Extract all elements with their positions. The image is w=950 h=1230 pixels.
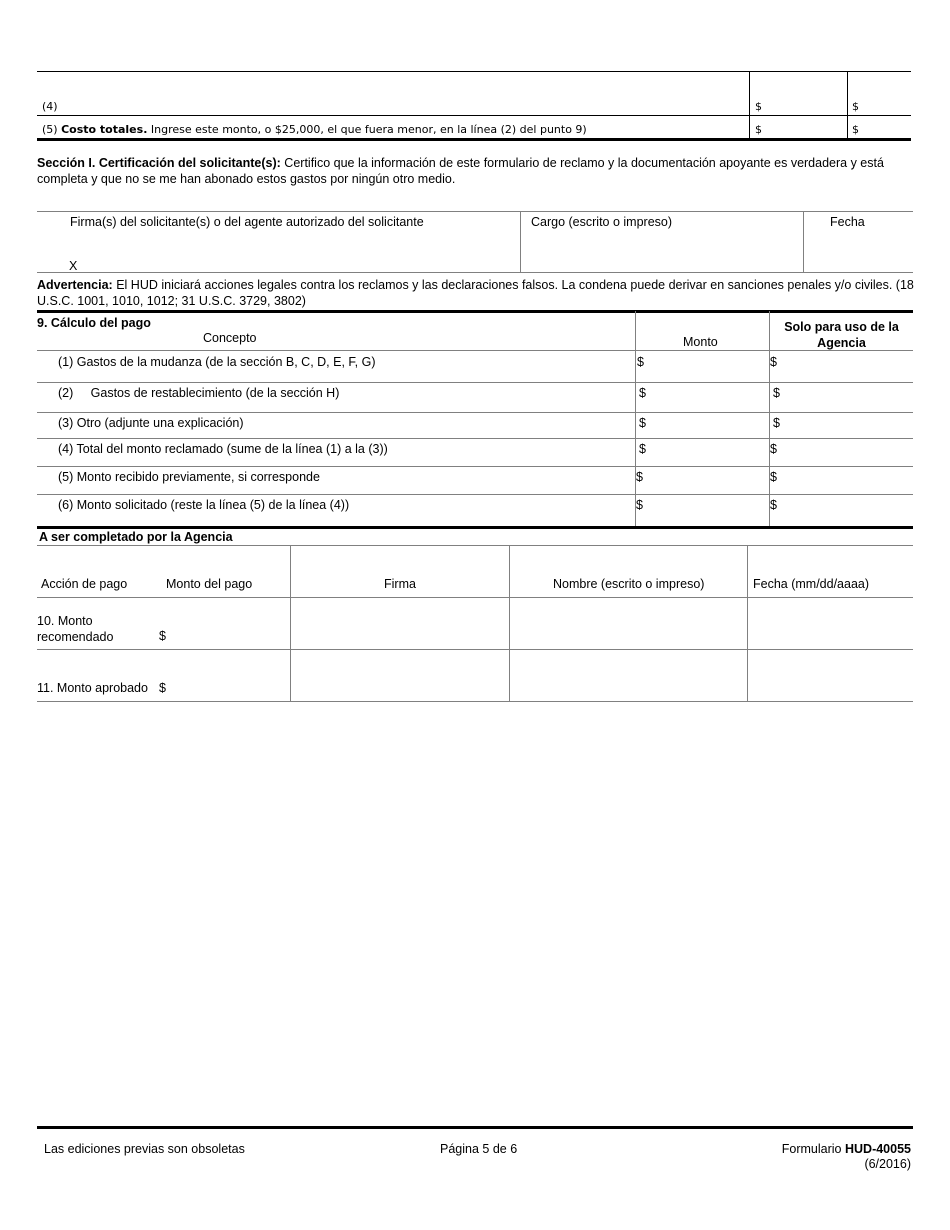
row11-label: 11. Monto aprobado (37, 681, 148, 695)
row10-amount[interactable]: $ (159, 629, 166, 643)
footer-form-id: Formulario HUD-40055 (6/2016) (781, 1142, 911, 1171)
position-field[interactable] (525, 232, 797, 270)
row5-label: (5) Costo totales. Ingrese este monto, o $25,000, el que fuera menor, en la línea (2) del punto 9) (42, 123, 587, 136)
col-amount-header: Monto (683, 335, 718, 349)
row5-agency-currency: $ (852, 123, 859, 136)
calc-row-1-agency[interactable]: $ (770, 355, 777, 369)
calc-row-1-label: (1) Gastos de la mudanza (de la sección B, C, D, E, F, G) (58, 355, 376, 369)
row11-date-field[interactable] (749, 651, 911, 701)
calc-row-2-label: (2) Gastos de restablecimiento (de la sección H) (58, 386, 340, 400)
col-concept-header: Concepto (203, 331, 257, 345)
row10-signature-field[interactable] (292, 599, 507, 649)
date-field[interactable] (808, 232, 908, 270)
calc-row-5-agency[interactable]: $ (770, 470, 777, 484)
payment-calc-title: 9. Cálculo del pago (37, 316, 151, 330)
position-label: Cargo (escrito o impreso) (531, 215, 673, 229)
warning-notice (37, 277, 917, 309)
row11-name-field[interactable] (511, 651, 745, 701)
section-i-certification (37, 155, 909, 187)
calc-row-2-agency[interactable]: $ (773, 386, 780, 400)
col-action-header: Acción de pago (41, 577, 128, 591)
row5-amount-currency: $ (755, 123, 762, 136)
row4-agency-currency: $ (852, 100, 859, 113)
calc-row-6-label: (6) Monto solicitado (reste la línea (5) de la línea (4)) (58, 498, 350, 512)
row4-amount-currency: $ (755, 100, 762, 113)
row10-name-field[interactable] (511, 599, 745, 649)
calc-row-4-label: (4) Total del monto reclamado (sume de la línea (1) a la (3)) (58, 442, 388, 456)
agency-section-title: A ser completado por la Agencia (39, 530, 233, 544)
calc-row-4-amount[interactable]: $ (639, 442, 646, 456)
calc-row-6-agency[interactable]: $ (770, 498, 777, 512)
calc-row-3-label: (3) Otro (adjunte una explicación) (58, 416, 244, 430)
calc-row-5-label: (5) Monto recibido previamente, si corresponde (58, 470, 320, 484)
col-agency-header: Solo para uso de la Agencia (784, 320, 899, 350)
row10-date-field[interactable] (749, 599, 911, 649)
row4-label: (4) (42, 100, 58, 113)
calc-row-4-agency[interactable]: $ (770, 442, 777, 456)
col-payment-header: Monto del pago (166, 577, 253, 591)
calc-row-3-amount[interactable]: $ (639, 416, 646, 430)
col-name-header: Nombre (escrito o impreso) (553, 577, 705, 591)
calc-row-5-amount[interactable]: $ (636, 470, 643, 484)
footer-page-number: Página 5 de 6 (440, 1142, 518, 1156)
row10-label: 10. Monto recomendado (37, 614, 114, 644)
calc-row-1-amount[interactable]: $ (637, 355, 644, 369)
section-i-text: Certifico que la información de este formulario de reclamo y la documentación apoyante es verdadera y está completa y que no se me han abonado estos gastos por ningún otro medio. (37, 156, 884, 186)
signature-field[interactable] (60, 222, 510, 270)
warning-heading: Advertencia: (37, 278, 113, 292)
signature-label: Firma(s) del solicitante(s) o del agente autorizado del solicitante (70, 215, 424, 229)
footer-obsolete-note: Las ediciones previas son obsoletas (44, 1142, 245, 1156)
warning-text: El HUD iniciará acciones legales contra los reclamos y las declaraciones falsos. La condena puede derivar en sanciones penales y/o civiles. (18 U.S.C. 1001, 1010, 1012; 31 U.S.C. 3729, 3802) (37, 278, 914, 308)
section-i-heading: Sección I. Certificación del solicitante(s): (37, 156, 281, 170)
footer-edition: (6/2016) (864, 1157, 911, 1171)
col-date-header: Fecha (mm/dd/aaaa) (753, 577, 870, 591)
calc-row-6-amount[interactable]: $ (636, 498, 643, 512)
calc-row-2-amount[interactable]: $ (639, 386, 646, 400)
calc-row-3-agency[interactable]: $ (773, 416, 780, 430)
date-label: Fecha (830, 215, 865, 229)
col-signature-header: Firma (384, 577, 416, 591)
signature-x-mark: X (69, 259, 78, 273)
row11-signature-field[interactable] (292, 651, 507, 701)
row11-amount[interactable]: $ (159, 681, 166, 695)
